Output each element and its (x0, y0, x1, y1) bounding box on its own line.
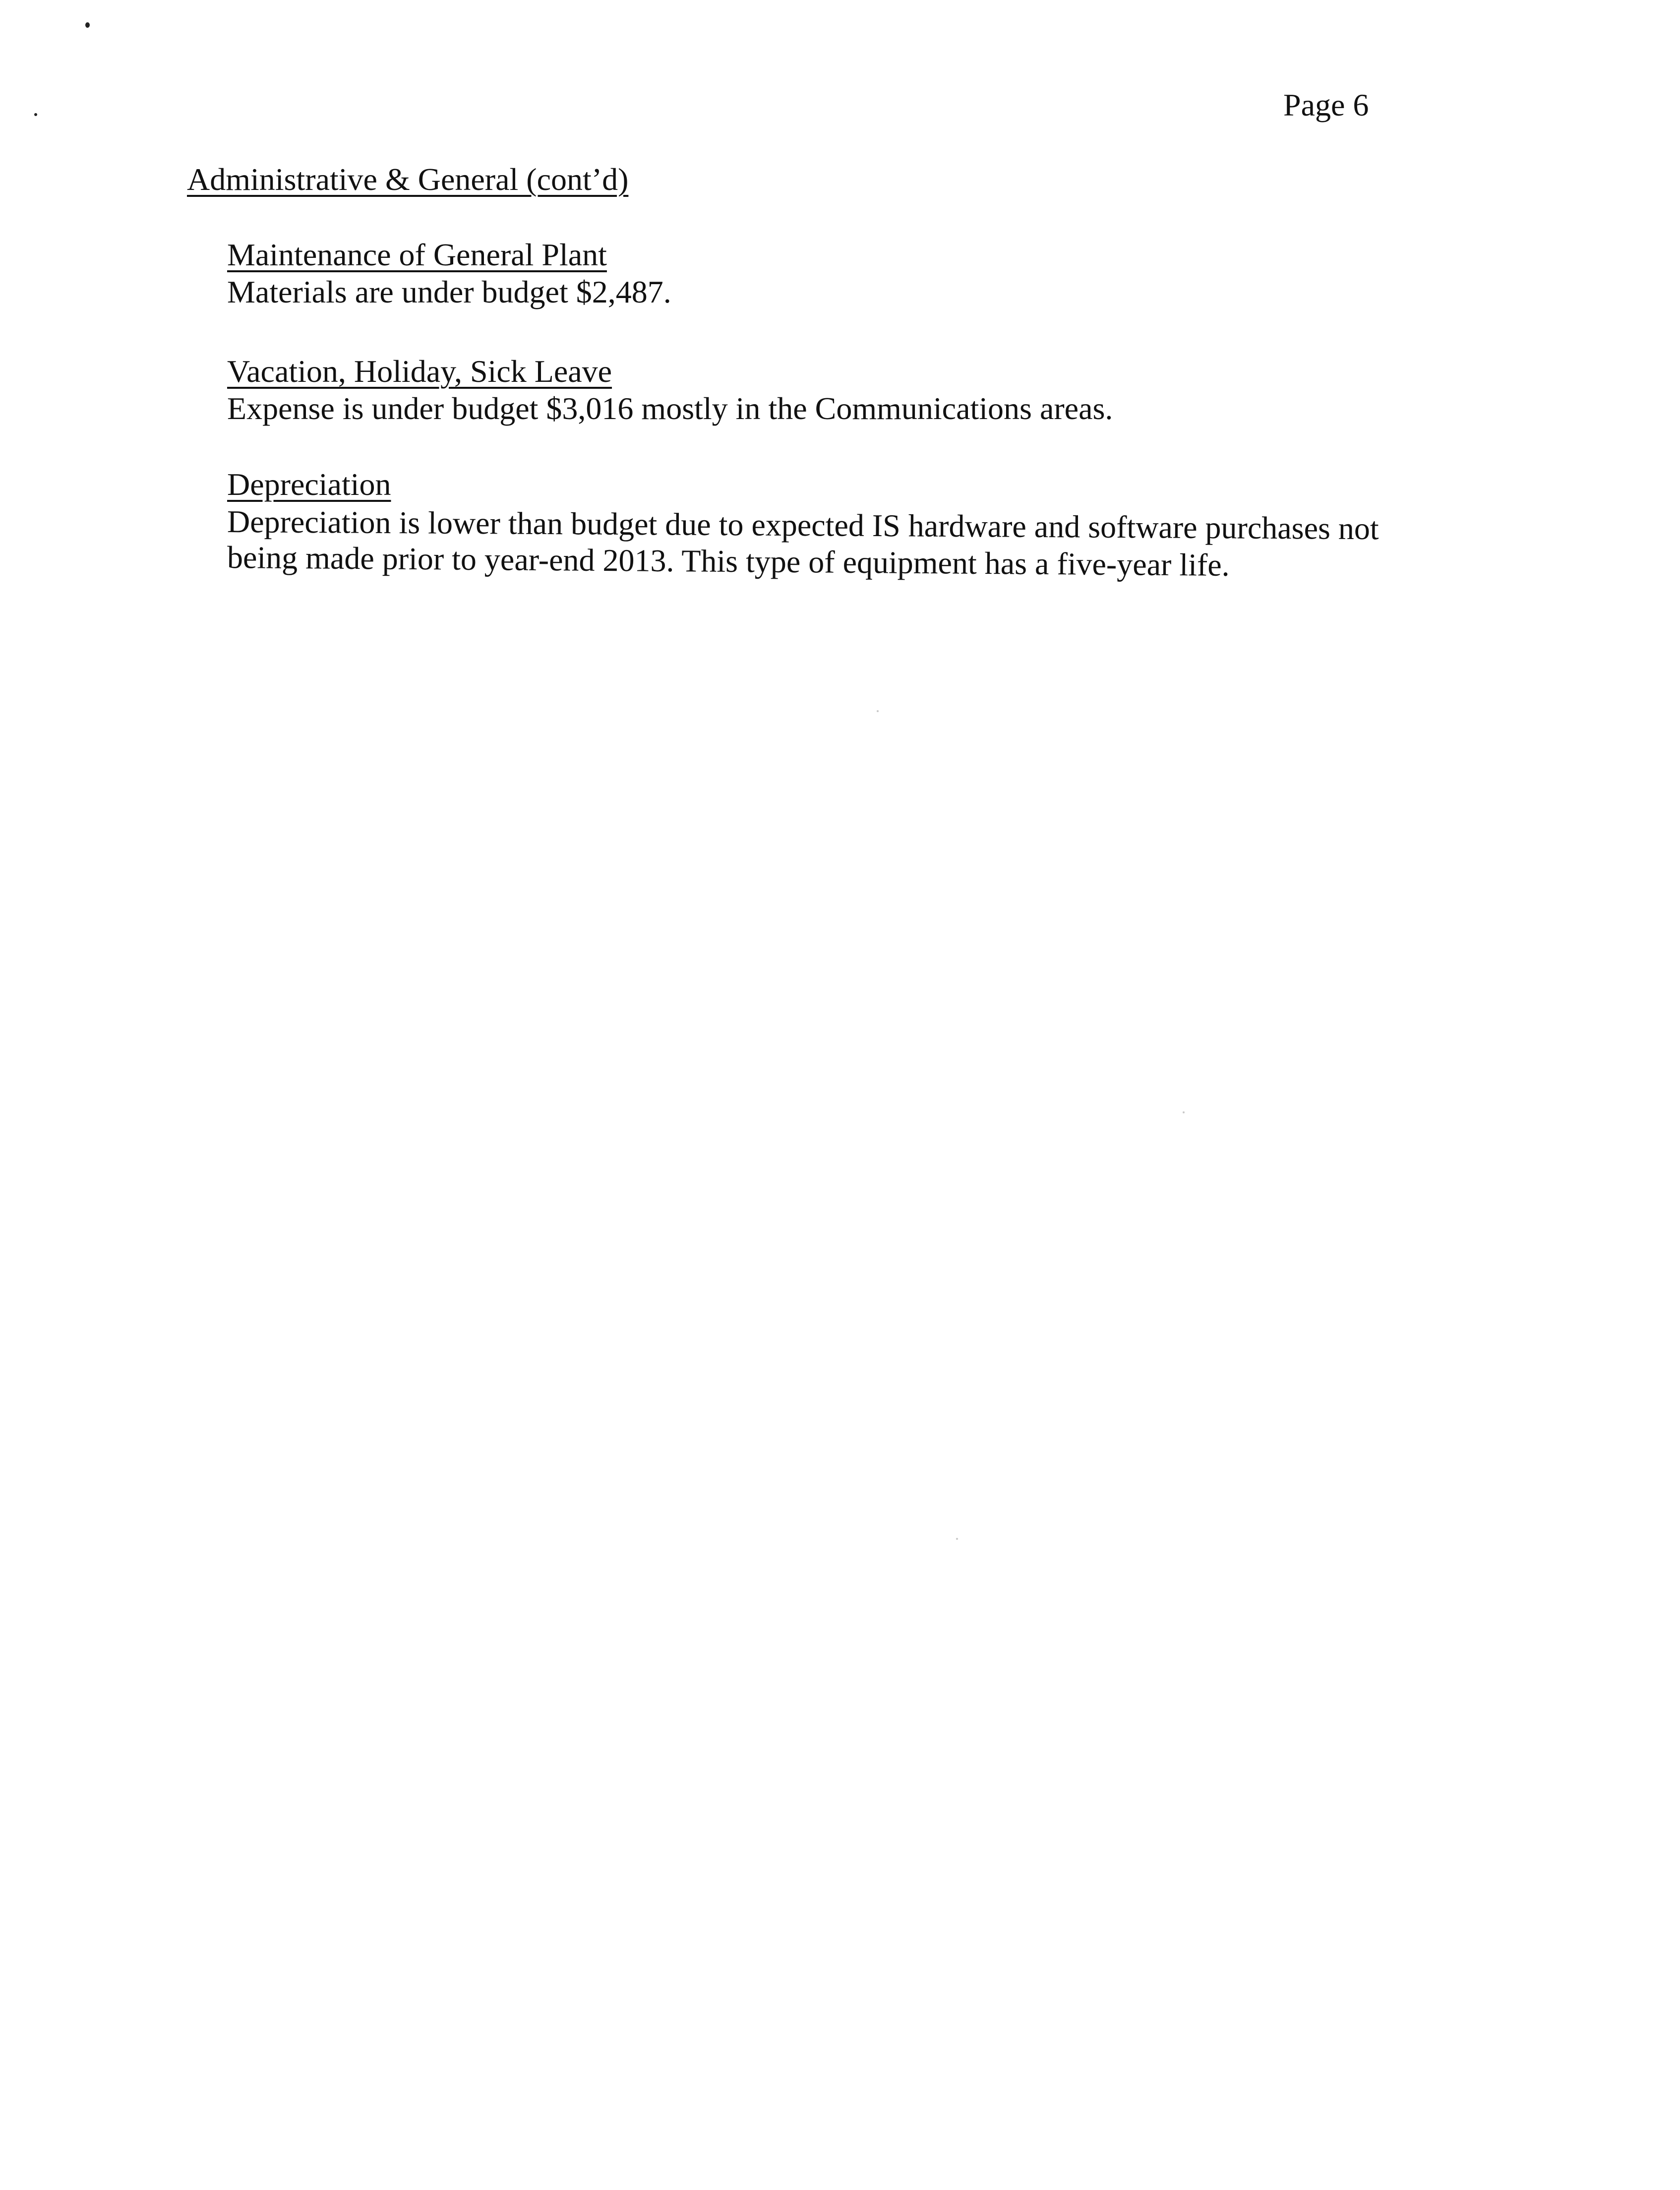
section-body-line: Depreciation is lower than budget due to expected IS hardware and software purchases not (227, 504, 1379, 547)
section-body (227, 504, 1487, 583)
section-body: Materials are under budget $2,487. (227, 274, 671, 309)
section-body-line: being made prior to year-end 2013. This type of equipment has a five-year life. (227, 540, 1230, 583)
scan-speck (877, 710, 879, 712)
section-heading: Maintenance of General Plant (227, 237, 607, 272)
section-vacation-holiday-sick-leave (227, 352, 1487, 426)
section-title: Administrative & General (cont’d) (187, 162, 629, 197)
scan-speck (34, 113, 37, 116)
section-depreciation (227, 465, 1487, 583)
section-body: Expense is under budget $3,016 mostly in the Communications areas. (227, 391, 1113, 426)
scan-speck (1183, 1111, 1185, 1113)
page-number: Page 6 (1283, 87, 1369, 122)
section-heading: Vacation, Holiday, Sick Leave (227, 354, 612, 389)
scan-speck (956, 1538, 958, 1540)
scan-speck (85, 22, 90, 28)
section-heading: Depreciation (227, 467, 391, 502)
section-maintenance-of-general-plant (227, 236, 1487, 310)
